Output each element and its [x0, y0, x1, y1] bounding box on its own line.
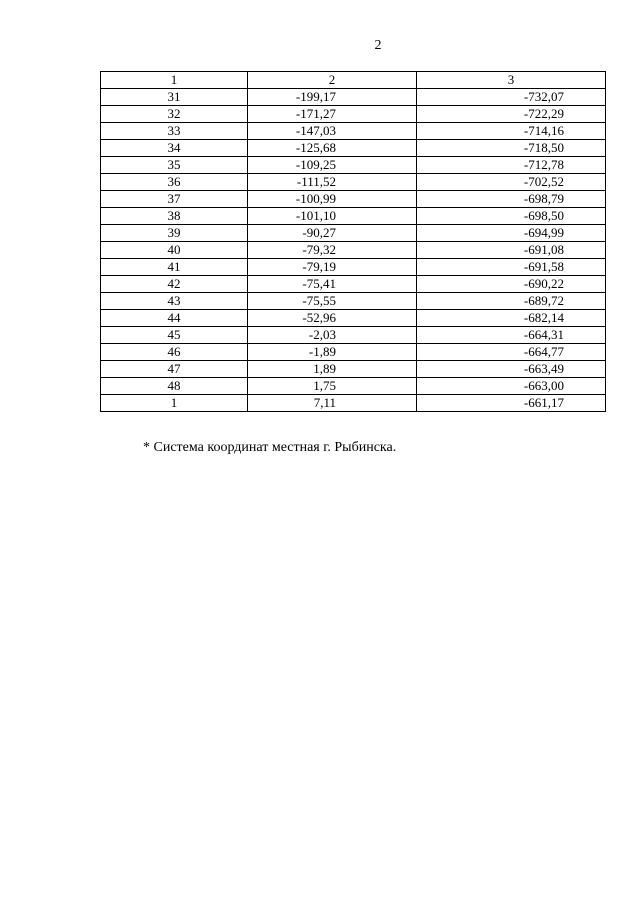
table-row: [101, 157, 606, 174]
y-coordinate-cell: -663,00: [417, 378, 606, 395]
y-coordinate-cell: -718,50: [417, 140, 606, 157]
x-coordinate-cell: -125,68: [248, 140, 417, 157]
column-header-2: 2: [248, 72, 417, 89]
y-coordinate-cell: -682,14: [417, 310, 606, 327]
point-number-cell: 35: [101, 157, 248, 174]
page-number: 2: [374, 38, 382, 53]
coordinates-table: [100, 71, 606, 412]
point-number-cell: 45: [101, 327, 248, 344]
y-coordinate-cell: -714,16: [417, 123, 606, 140]
y-coordinate-cell: -694,99: [417, 225, 606, 242]
point-number-cell: 34: [101, 140, 248, 157]
table-row: [101, 174, 606, 191]
y-coordinate-cell: -691,08: [417, 242, 606, 259]
column-header-1: 1: [101, 72, 248, 89]
table-row: [101, 140, 606, 157]
point-number-cell: 37: [101, 191, 248, 208]
x-coordinate-cell: 7,11: [248, 395, 417, 412]
table-row: [101, 293, 606, 310]
x-coordinate-cell: -75,41: [248, 276, 417, 293]
point-number-cell: 44: [101, 310, 248, 327]
y-coordinate-cell: -661,17: [417, 395, 606, 412]
x-coordinate-cell: -75,55: [248, 293, 417, 310]
point-number-cell: 43: [101, 293, 248, 310]
table-row: [101, 361, 606, 378]
y-coordinate-cell: -698,50: [417, 208, 606, 225]
y-coordinate-cell: -689,72: [417, 293, 606, 310]
x-coordinate-cell: -1,89: [248, 344, 417, 361]
point-number-cell: 36: [101, 174, 248, 191]
point-number-cell: 46: [101, 344, 248, 361]
x-coordinate-cell: 1,75: [248, 378, 417, 395]
y-coordinate-cell: -664,31: [417, 327, 606, 344]
footnote: * Система координат местная г. Рыбинска.: [143, 440, 397, 455]
table-body: [101, 89, 606, 412]
table-header-row: [101, 72, 606, 89]
y-coordinate-cell: -690,22: [417, 276, 606, 293]
point-number-cell: 31: [101, 89, 248, 106]
x-coordinate-cell: -79,19: [248, 259, 417, 276]
x-coordinate-cell: -2,03: [248, 327, 417, 344]
table-row: [101, 276, 606, 293]
table-row: [101, 344, 606, 361]
table-row: [101, 89, 606, 106]
y-coordinate-cell: -722,29: [417, 106, 606, 123]
point-number-cell: 32: [101, 106, 248, 123]
table-row: [101, 225, 606, 242]
point-number-cell: 41: [101, 259, 248, 276]
y-coordinate-cell: -691,58: [417, 259, 606, 276]
table-row: [101, 191, 606, 208]
table-row: [101, 106, 606, 123]
y-coordinate-cell: -664,77: [417, 344, 606, 361]
y-coordinate-cell: -702,52: [417, 174, 606, 191]
table-row: [101, 395, 606, 412]
table-row: [101, 327, 606, 344]
table-row: [101, 310, 606, 327]
x-coordinate-cell: -111,52: [248, 174, 417, 191]
y-coordinate-cell: -732,07: [417, 89, 606, 106]
table-row: [101, 123, 606, 140]
x-coordinate-cell: -147,03: [248, 123, 417, 140]
point-number-cell: 42: [101, 276, 248, 293]
x-coordinate-cell: -100,99: [248, 191, 417, 208]
x-coordinate-cell: -171,27: [248, 106, 417, 123]
x-coordinate-cell: -90,27: [248, 225, 417, 242]
y-coordinate-cell: -698,79: [417, 191, 606, 208]
column-header-3: 3: [417, 72, 606, 89]
x-coordinate-cell: -109,25: [248, 157, 417, 174]
table-row: [101, 208, 606, 225]
point-number-cell: 33: [101, 123, 248, 140]
point-number-cell: 40: [101, 242, 248, 259]
point-number-cell: 1: [101, 395, 248, 412]
table-row: [101, 378, 606, 395]
table-row: [101, 242, 606, 259]
point-number-cell: 38: [101, 208, 248, 225]
y-coordinate-cell: -712,78: [417, 157, 606, 174]
point-number-cell: 39: [101, 225, 248, 242]
x-coordinate-cell: -101,10: [248, 208, 417, 225]
x-coordinate-cell: -79,32: [248, 242, 417, 259]
table-row: [101, 259, 606, 276]
x-coordinate-cell: 1,89: [248, 361, 417, 378]
x-coordinate-cell: -52,96: [248, 310, 417, 327]
point-number-cell: 47: [101, 361, 248, 378]
x-coordinate-cell: -199,17: [248, 89, 417, 106]
y-coordinate-cell: -663,49: [417, 361, 606, 378]
point-number-cell: 48: [101, 378, 248, 395]
